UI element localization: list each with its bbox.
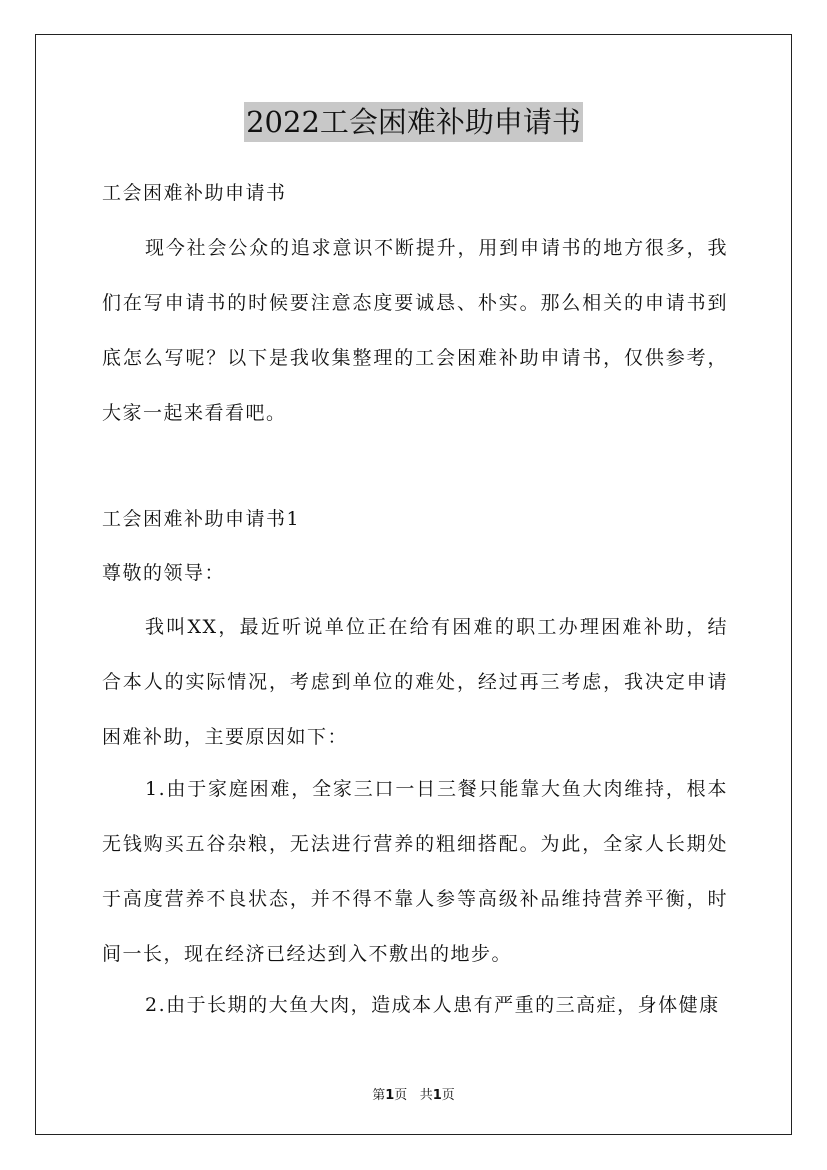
body-paragraph-1: 我叫XX，最近听说单位正在给有困难的职工办理困难补助，结合本人的实际情况，考虑到单位的难处，经过再三考虑，我决定申请困难补助，主要原因如下： — [102, 616, 728, 748]
document-title: 2022工会困难补助申请书 — [244, 102, 583, 142]
title-container — [0, 102, 827, 142]
body-paragraph-2: 1.由于家庭困难，全家三口一日三餐只能靠大鱼大肉维持，根本无钱购买五谷杂粮，无法进行营养的粗细搭配。为此，全家人长期处于高度营养不良状态，并不得不靠人参等高级补品维持营养平衡，时间一长，现在经济已经达到入不敷出的地步。 — [102, 778, 728, 965]
footer-page-total: 1 — [432, 1088, 442, 1103]
intro-paragraph: 现今社会公众的追求意识不断提升，用到申请书的地方很多，我们在写申请书的时候要注意态度要诚恳、朴实。那么相关的申请书到底怎么写呢？以下是我收集整理的工会困难补助申请书，仅供参考，大家一起来看看吧。 — [102, 237, 728, 424]
footer-total-label: 页 — [441, 1088, 455, 1103]
footer-total-prefix: 共 — [419, 1088, 433, 1103]
body-paragraph-3: 2.由于长期的大鱼大肉，造成本人患有严重的三高症，身体健康 — [145, 994, 720, 1016]
footer-page-current: 1 — [385, 1088, 395, 1103]
salutation: 尊敬的领导： — [102, 562, 226, 584]
intro-heading: 工会困难补助申请书 — [102, 182, 287, 204]
section-heading: 工会困难补助申请书1 — [102, 508, 301, 530]
footer-page-label: 页 — [394, 1088, 408, 1103]
footer-page-prefix: 第 — [372, 1088, 386, 1103]
page-footer — [0, 1084, 827, 1103]
